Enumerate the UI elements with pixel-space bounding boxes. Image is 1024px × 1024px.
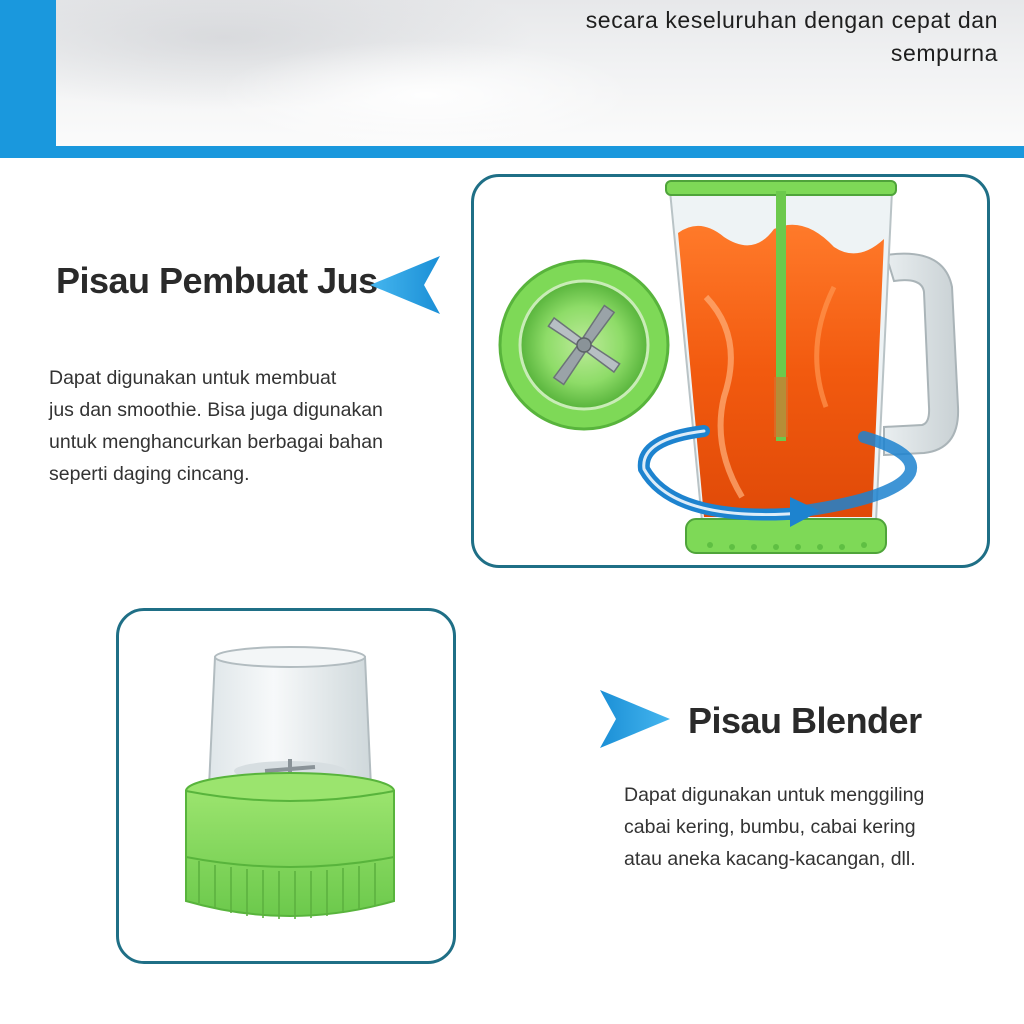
banner-caption [478,4,998,70]
arrow-left-icon [368,254,442,316]
juicer-description-line: Dapat digunakan untuk membuat [49,367,337,389]
juicer-jar-image [474,177,990,568]
blender-base [186,791,394,916]
banner-divider [0,146,1024,158]
juicer-description-line: jus dan smoothie. Bisa juga digunakan [49,399,383,421]
blender-blade-title: Pisau Blender [688,700,922,741]
juicer-product-frame [471,174,990,568]
arrow-right-icon [598,688,672,750]
banner-accent-bar [0,0,56,158]
jar-handle [884,254,958,455]
blender-cup-image [119,611,456,964]
blender-description-line: atau aneka kacang-kacangan, dll. [624,848,916,870]
blender-description-line: cabai kering, bumbu, cabai kering [624,816,916,838]
top-banner [0,0,1024,158]
juicer-blade-description [49,362,449,490]
jar-base [686,519,886,553]
blender-description-line: Dapat digunakan untuk menggiling [624,784,925,806]
banner-caption-line-2: sempurna [890,40,998,66]
juicer-blade-inset [500,261,668,429]
blender-blade-description [624,779,1004,875]
juicer-description-line: seperti daging cincang. [49,463,250,485]
juicer-blade-title: Pisau Pembuat Jus [56,260,378,301]
banner-caption-line-1: secara keseluruhan dengan cepat dan [585,7,998,33]
blender-product-frame [116,608,456,964]
juicer-description-line: untuk menghancurkan berbagai bahan [49,431,383,453]
